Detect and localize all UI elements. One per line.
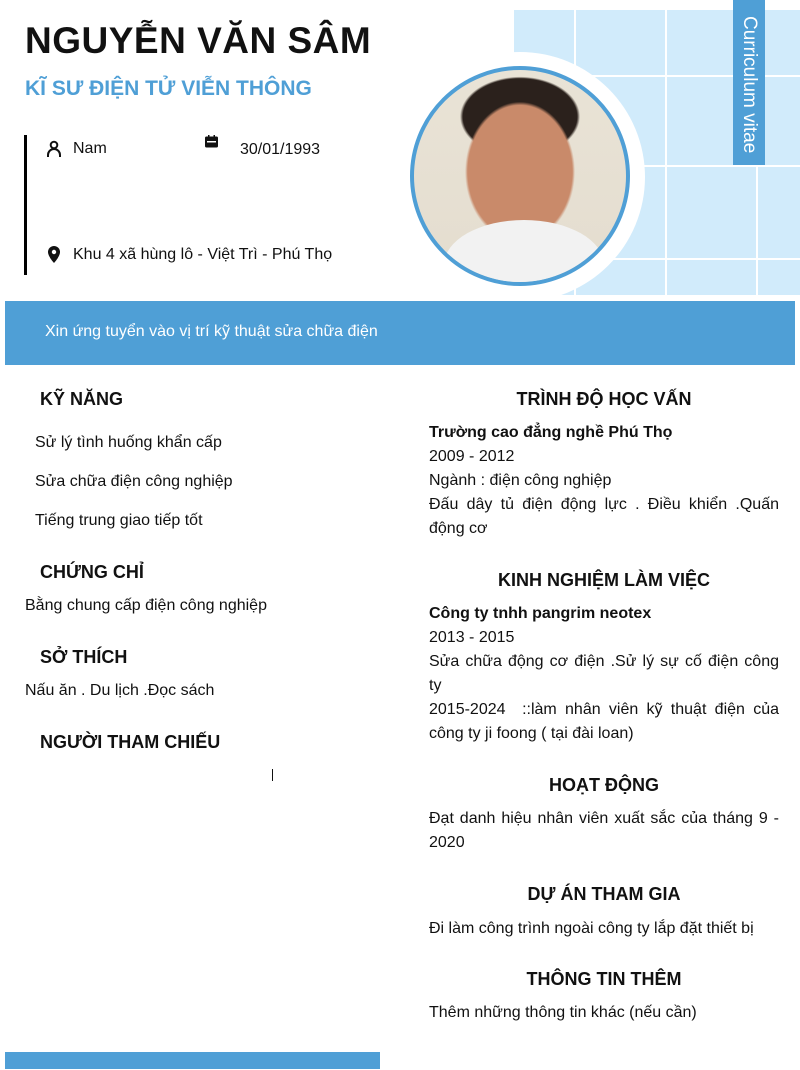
education-major: Ngành : điện công nghiệp	[429, 472, 612, 489]
education-heading: TRÌNH ĐỘ HỌC VẤN	[516, 389, 692, 409]
info-divider	[24, 135, 27, 275]
experience-heading: KINH NGHIỆM LÀM VIỆC	[497, 570, 710, 590]
text-cursor	[272, 769, 273, 781]
calendar-icon	[205, 135, 218, 153]
projects-text: Đi làm công trình ngoài công ty lắp đặt thiết bị	[429, 920, 754, 937]
profile-photo	[410, 66, 630, 286]
hobbies-text: Nấu ăn . Du lịch .Đọc sách	[25, 682, 215, 699]
person-icon	[47, 140, 61, 158]
footer-bar	[5, 1052, 380, 1069]
experience-desc: Sửa chữa động cơ điện .Sử lý sự cố điện công ty	[429, 653, 779, 694]
gender-row	[47, 140, 107, 158]
cv-label: Curriculum vitae	[733, 0, 765, 165]
full-name: NGUYỄN VĂN SÂM	[25, 20, 372, 61]
address-row	[47, 246, 332, 264]
shirt	[444, 220, 604, 286]
hobbies-heading: SỞ THÍCH	[40, 647, 128, 667]
skill-item: Sử lý tình huống khẩn cấp	[35, 434, 222, 451]
more-info-text: Thêm những thông tin khác (nếu cần)	[429, 1004, 697, 1021]
education-years: 2009 - 2012	[429, 448, 515, 465]
gender-value: Nam	[73, 140, 107, 157]
skill-item: Sửa chữa điện công nghiệp	[35, 473, 233, 490]
address-value: Khu 4 xã hùng lô - Việt Trì - Phú Thọ	[73, 246, 333, 263]
references-heading: NGƯỜI THAM CHIẾU	[40, 732, 221, 752]
skills-heading: KỸ NĂNG	[40, 389, 124, 409]
experience-company: Công ty tnhh pangrim neotex	[429, 605, 652, 622]
experience-years: 2013 - 2015	[429, 629, 515, 646]
job-title: KĨ SƯ ĐIỆN TỬ VIỄN THÔNG	[25, 77, 312, 100]
more-info-heading: THÔNG TIN THÊM	[526, 969, 682, 989]
experience-desc: 2015-2024 ::làm nhân viên kỹ thuật điện của công ty ji foong ( tại đài loan)	[429, 701, 784, 742]
birthdate-value: 30/01/1993	[240, 141, 321, 158]
education-school: Trường cao đẳng nghề Phú Thọ	[429, 424, 673, 441]
certs-heading: CHỨNG CHỈ	[40, 562, 144, 582]
objective-band: Xin ứng tuyển vào vị trí kỹ thuật sửa chữa điện	[5, 301, 795, 365]
activities-text: Đạt danh hiệu nhân viên xuất sắc của tháng 9 - 2020	[429, 810, 779, 851]
education-desc: Đấu dây tủ điện động lực . Điều khiển .Quấn động cơ	[429, 496, 779, 537]
location-pin-icon	[47, 246, 61, 264]
certs-text: Bằng chung cấp điện công nghiệp	[25, 597, 267, 614]
activities-heading: HOẠT ĐỘNG	[549, 775, 659, 795]
skill-item: Tiếng trung giao tiếp tốt	[35, 512, 203, 529]
projects-heading: DỰ ÁN THAM GIA	[527, 884, 681, 904]
